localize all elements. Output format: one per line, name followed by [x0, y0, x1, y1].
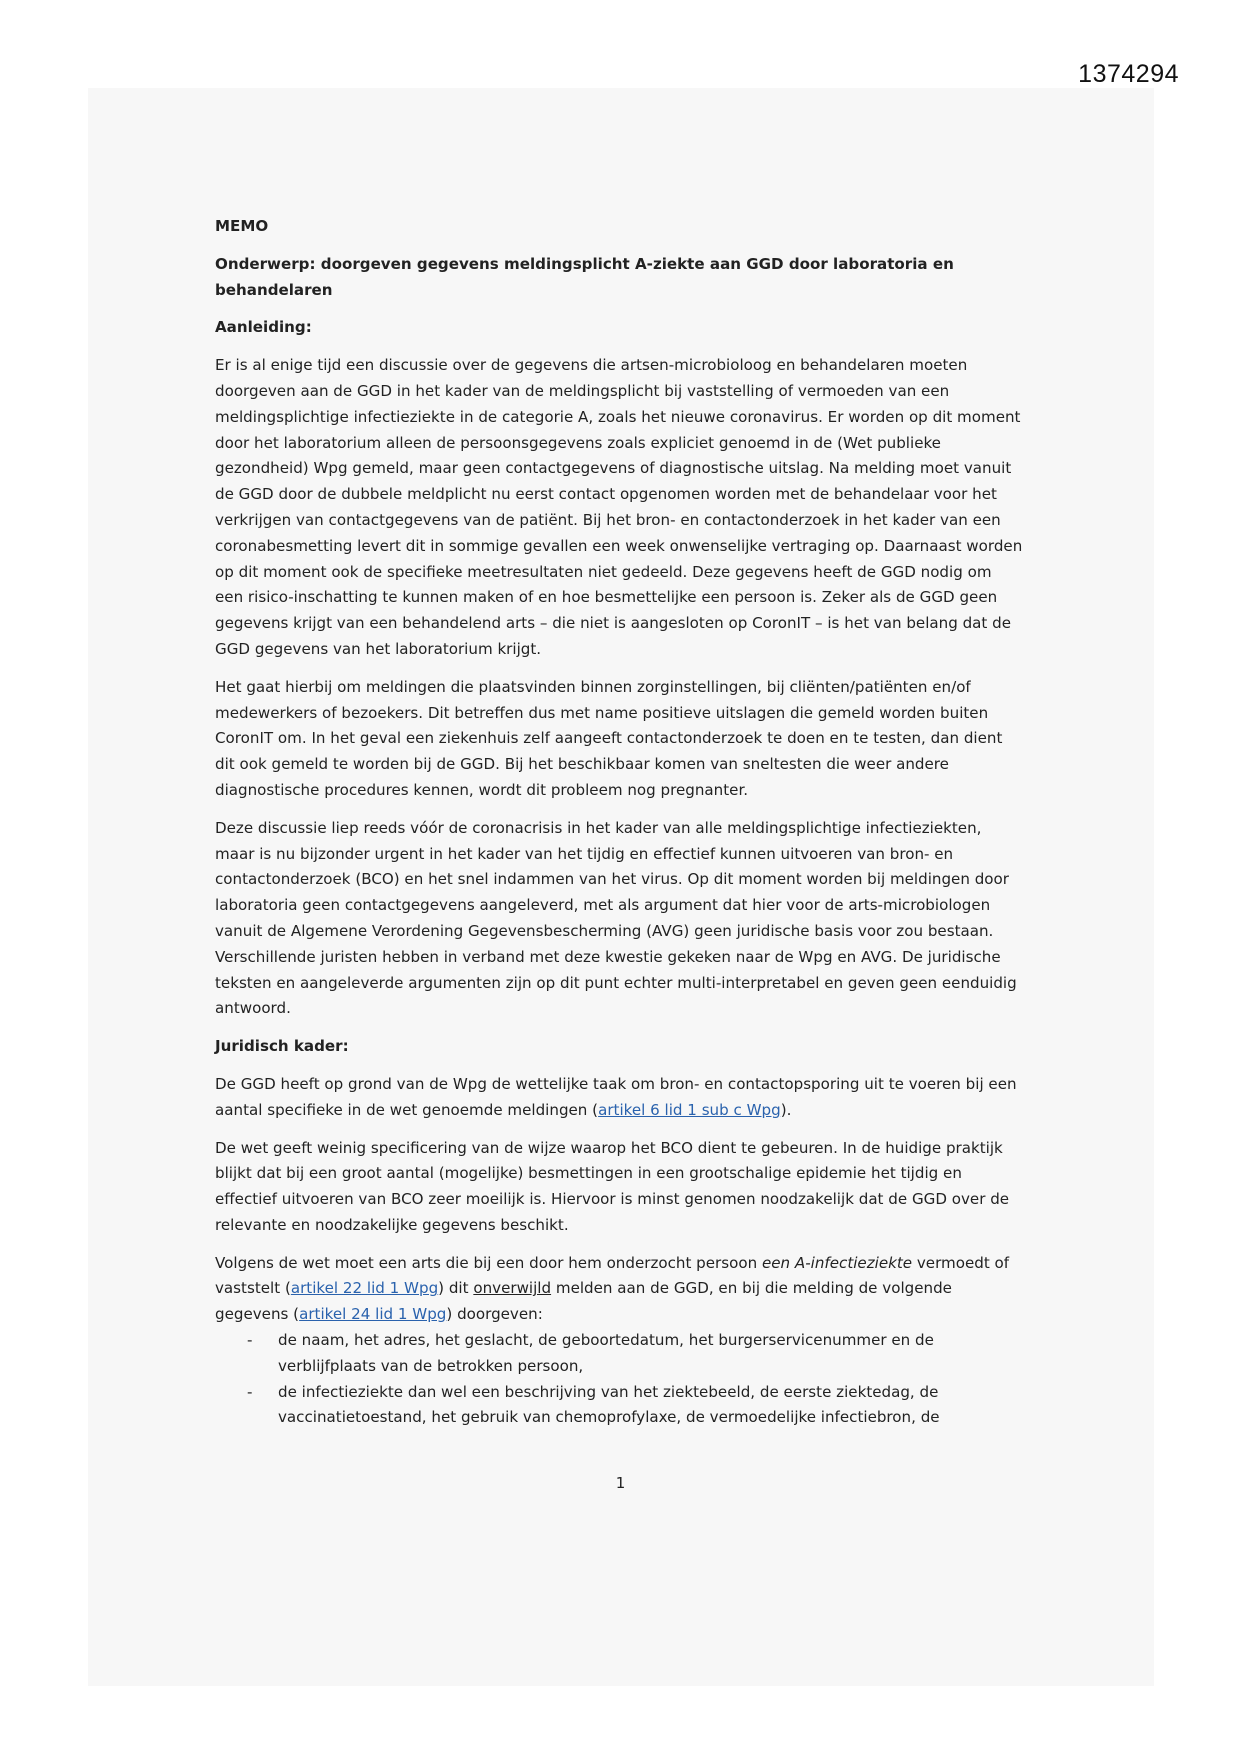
list-item [215, 1328, 1023, 1380]
text-segment: ) dit [438, 1279, 474, 1298]
text-segment: vermoedt of vaststelt ( [215, 1253, 1010, 1298]
section-heading-juridisch-kader: Juridisch kader: [215, 1037, 349, 1056]
list-item [215, 1380, 1023, 1432]
memo-subject: Onderwerp: doorgeven gegevens meldingsplicht A-ziekte aan GGD door laboratoria en behandelaren [215, 254, 954, 299]
text-segment: Volgens de wet moet een arts die bij een door hem onderzocht persoon [215, 1253, 762, 1272]
text-segment: De GGD heeft op grond van de Wpg de wettelijke taak om bron- en contactopsporing uit te voeren bij een aantal specifieke in de wet genoemde meldingen ( [215, 1074, 1017, 1119]
list-item-text: de infectieziekte dan wel een beschrijving van het ziektebeeld, de eerste ziektedag, de vaccinatietoestand, het gebruik van chemoprofylaxe, de vermoedelijke infectiebron, de [278, 1382, 940, 1427]
memo-title: MEMO [215, 217, 269, 235]
section-heading-aanleiding: Aanleiding: [215, 318, 312, 337]
paragraph-juridisch-3 [215, 1251, 1023, 1328]
bullet-list [215, 1328, 1023, 1431]
text-segment: melden aan de GGD, en bij die melding de volgende gegevens ( [215, 1279, 952, 1324]
document-id: 1374294 [1078, 60, 1179, 88]
link-artikel-22[interactable]: artikel 22 lid 1 Wpg [290, 1279, 439, 1298]
list-item-text: de naam, het adres, het geslacht, de geboortedatum, het burgerservicenummer en de verblijfplaats van de betrokken persoon, [278, 1331, 934, 1375]
bullet-dash: - [247, 1331, 253, 1350]
underlined-text: onverwijld [473, 1279, 552, 1298]
paragraph-aanleiding-3: Deze discussie liep reeds vóór de coronacrisis in het kader van alle meldingsplichtige infectieziekten, maar is nu bijzonder urgent in het kader van het tijdig en effectief kunnen uitvoeren van bron- en contactonderzoek (BCO) en het snel indammen van het virus. Op dit moment worden bij meldingen door laboratoria geen contactgegevens aangeleverd, met als argument dat hier voor de arts-microbiologen vanuit de Algemene Verordening Gegevensbescherming (AVG) geen juridische basis voor zou bestaan. Verschillende juristen hebben in verband met deze kwestie gekeken naar de Wpg en AVG. De juridische teksten en aangeleverde argumenten zijn op dit punt echter multi-interpretabel en geven geen eenduidig antwoord. [215, 818, 1017, 1018]
paragraph-aanleiding-1: Er is al enige tijd een discussie over de gegevens die artsen-microbioloog en behandelaren moeten doorgeven aan de GGD in het kader van de meldingsplicht bij vaststelling of vermoeden van een meldingsplichtige infectieziekte in de categorie A, zoals het nieuwe coronavirus. Er worden op dit moment door het laboratorium alleen de persoonsgegevens zoals expliciet genoemd in de (Wet publieke gezondheid) Wpg gemeld, maar geen contactgegevens of diagnostische uitslag. Na melding moet vanuit de GGD door de dubbele meldplicht nu eerst contact opgenomen worden met de behandelaar voor het verkrijgen van contactgegevens van de patiënt. Bij het bron- en contactonderzoek in het kader van een coronabesmetting levert dit in sommige gevallen een week onwenselijke vertraging op. Daarnaast worden op dit moment ook de specifieke meetresultaten niet gedeeld. Deze gegevens heeft de GGD nodig om een risico-inschatting te kunnen maken of en hoe besmettelijke een persoon is. Zeker als de GGD geen gegevens krijgt van een behandelend arts – die niet is aangesloten op CoronIT – is het van belang dat de GGD gegevens van het laboratorium krijgt. [215, 356, 1023, 658]
link-artikel-6[interactable]: artikel 6 lid 1 sub c Wpg [598, 1100, 781, 1119]
text-segment: ). [780, 1100, 792, 1119]
memo-body [215, 214, 1023, 1431]
italic-text: een A-infectieziekte [761, 1253, 913, 1272]
paragraph-aanleiding-2: Het gaat hierbij om meldingen die plaatsvinden binnen zorginstellingen, bij cliënten/patiënten en/of medewerkers of bezoekers. Dit betreffen dus met name positieve uitslagen die gemeld worden buiten CoronIT om. In het geval een ziekenhuis zelf aangeeft contactonderzoek te doen en te testen, dan dient dit ook gemeld te worden bij de GGD. Bij het beschikbaar komen van sneltesten die weer andere diagnostische procedures kennen, wordt dit probleem nog pregnanter. [215, 677, 1003, 799]
page-number: 1 [615, 1474, 626, 1492]
paragraph-juridisch-1 [215, 1072, 1023, 1124]
link-artikel-24[interactable]: artikel 24 lid 1 Wpg [299, 1305, 447, 1324]
bullet-dash: - [247, 1382, 253, 1401]
text-segment: ) doorgeven: [446, 1305, 543, 1324]
paragraph-juridisch-2: De wet geeft weinig specificering van de wijze waarop het BCO dient te gebeuren. In de huidige praktijk blijkt dat bij een groot aantal (mogelijke) besmettingen in een grootschalige epidemie het tijdig en effectief uitvoeren van BCO zeer moeilijk is. Hiervoor is minst genomen noodzakelijk dat de GGD over de relevante en noodzakelijke gegevens beschikt. [215, 1138, 1010, 1234]
